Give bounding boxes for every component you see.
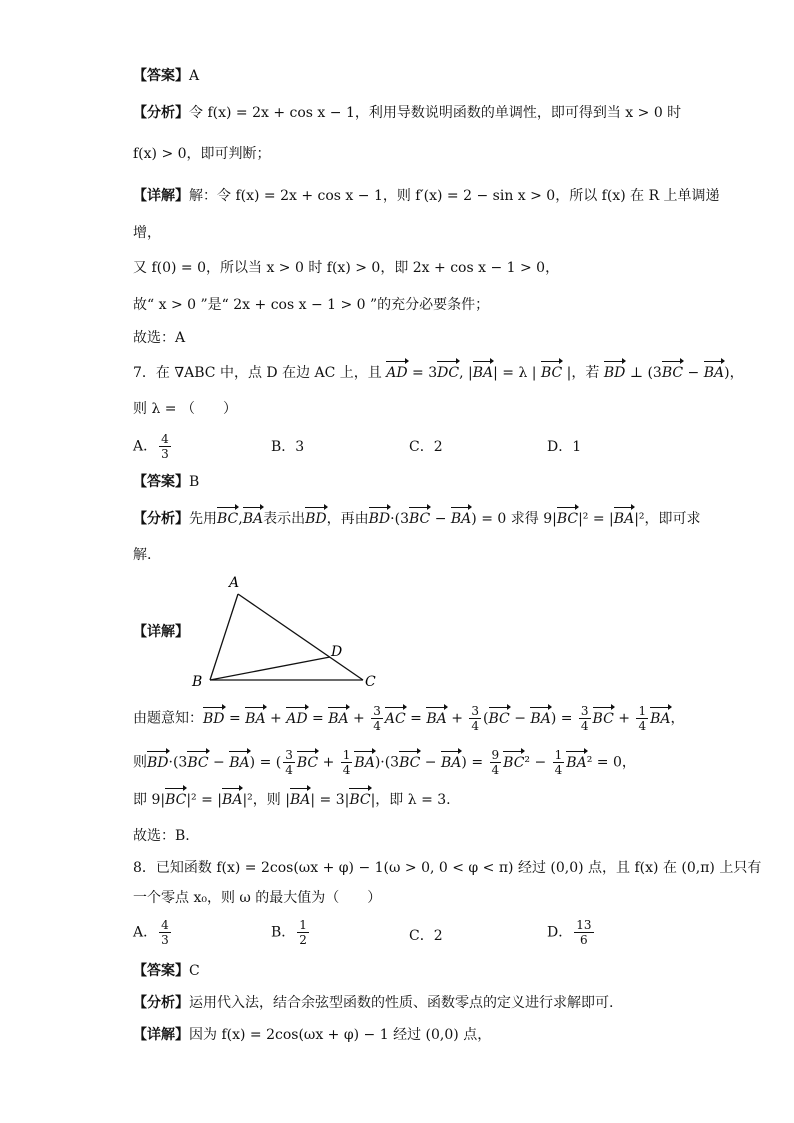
q6-answer: 【答案】A — [133, 68, 200, 84]
fraction: $\frac{3}{4}$ — [580, 704, 589, 733]
q7-detail-line1: 由题意知：BD = BA + AD = BA + $\frac{3}{4}$ AC = BA + $\frac{3}{4}$ (BC − BA) = $\frac{3}{4}$ BC + $\frac{1}{4}$ BA， — [133, 704, 685, 733]
vec-ad: AD — [386, 365, 408, 381]
segment-bd — [210, 657, 330, 680]
q8-analysis: 【分析】运用代入法，结合余弦型函数的性质、函数零点的定义进行求解即可. — [133, 995, 614, 1011]
label-b: B — [192, 674, 203, 690]
vec-bc: BC — [661, 365, 684, 381]
q8-stem-line1: 8．已知函数 f(x) = 2cos(ωx + φ) − 1(ω > 0, 0 < φ < π) 经过 (0,0) 点，且 f(x) 在 (0,π) 上只有 — [133, 860, 762, 876]
fraction: $\frac{1}{4}$ — [554, 748, 563, 777]
fraction: $\frac{4}{3}$ — [161, 918, 169, 947]
q6-detail-line1: 【详解】解：令 f(x) = 2x + cos x − 1，则 f′(x) = 2 − sin x > 0，所以 f(x) 在 R 上单调递 — [133, 188, 720, 204]
q8-option-d: D． $\frac{13}{6}$ — [547, 918, 592, 947]
q8-stem-line2: 一个零点 x₀，则 ω 的最大值为（ ） — [133, 890, 382, 906]
triangle-figure — [185, 570, 385, 695]
q7-detail-line2: 则BD·(3BC − BA) = ( $\frac{3}{4}$ BC + $\frac{1}{4}$ BA)·(3BC − BA) = $\frac{9}{4}$ BC² − $\frac{1}{4}$ BA² = 0， — [133, 748, 636, 777]
segment-ac — [238, 594, 363, 680]
q6-analysis-line2: f(x) > 0，即可判断； — [133, 146, 271, 162]
q7-detail-line3: 即 9|BC|² = |BA|²，则 |BA| = 3|BC|，即 λ = 3. — [133, 792, 451, 808]
fraction: $\frac{4}{3}$ — [161, 432, 169, 461]
label-d: D — [331, 644, 343, 660]
q6-detail-line3: 又 f(0) = 0，所以当 x > 0 时 f(x) > 0，即 2x + cos x − 1 > 0， — [133, 260, 560, 276]
q8-detail: 【详解】因为 f(x) = 2cos(ωx + φ) − 1 经过 (0,0) 点， — [133, 1027, 492, 1043]
q7-stem-line1: 7．在 ∇ABC 中，点 D 在边 AC 上，且 AD = 3DC, |BA| = λ | BC |，若 BD ⊥ (3BC − BA)， — [133, 365, 744, 381]
q7-choose: 故选：B. — [133, 828, 190, 844]
fraction: $\frac{1}{2}$ — [299, 918, 307, 947]
q8-option-a: A． $\frac{4}{3}$ — [133, 918, 169, 947]
q7-analysis-line2: 解. — [133, 547, 152, 563]
q6-detail-line4: 故“ x > 0 ”是“ 2x + cos x − 1 > 0 ”的充分必要条件； — [133, 297, 490, 313]
q7-answer: 【答案】B — [133, 474, 200, 490]
q7-analysis-line1: 【分析】先用BC,BA表示出BD，再由BD·(3BC − BA) = 0 求得 9|BC|² = |BA|²，即可求 — [133, 511, 701, 527]
q7-option-a: A． $\frac{4}{3}$ — [133, 432, 169, 461]
label-a: A — [229, 575, 240, 591]
fraction: $\frac{3}{4}$ — [285, 748, 293, 777]
q8-answer: 【答案】C — [133, 963, 200, 979]
label-c: C — [365, 674, 376, 690]
q7-stem-line2: 则 λ = （ ） — [133, 401, 237, 417]
vec-dc: DC — [437, 365, 460, 381]
q8-option-c: C．2 — [409, 928, 443, 944]
q7-option-b: B．3 — [271, 439, 305, 455]
fraction: $\frac{1}{4}$ — [638, 704, 647, 733]
vec-bc: BC — [540, 365, 563, 381]
fraction: $\frac{13}{6}$ — [576, 918, 592, 947]
q6-detail-line2: 增， — [133, 225, 161, 241]
segment-ab — [210, 594, 238, 680]
fraction: $\frac{9}{4}$ — [491, 748, 500, 777]
vec-ba: BA — [472, 365, 494, 381]
fraction: $\frac{1}{4}$ — [342, 748, 351, 777]
q7-option-d: D．1 — [547, 439, 582, 455]
vec-bd: BD — [603, 365, 626, 381]
q7-option-c: C．2 — [409, 439, 443, 455]
q6-choose: 故选：A — [133, 330, 186, 346]
q7-detail-label: 【详解】 — [133, 624, 189, 640]
fraction: $\frac{3}{4}$ — [373, 704, 381, 733]
q8-option-b: B． $\frac{1}{2}$ — [271, 918, 307, 947]
vec-ba: BA — [703, 365, 725, 381]
fraction: $\frac{3}{4}$ — [471, 704, 480, 733]
q6-analysis-line1: 【分析】令 f(x) = 2x + cos x − 1，利用导数说明函数的单调性，即可得到当 x > 0 时 — [133, 105, 682, 121]
